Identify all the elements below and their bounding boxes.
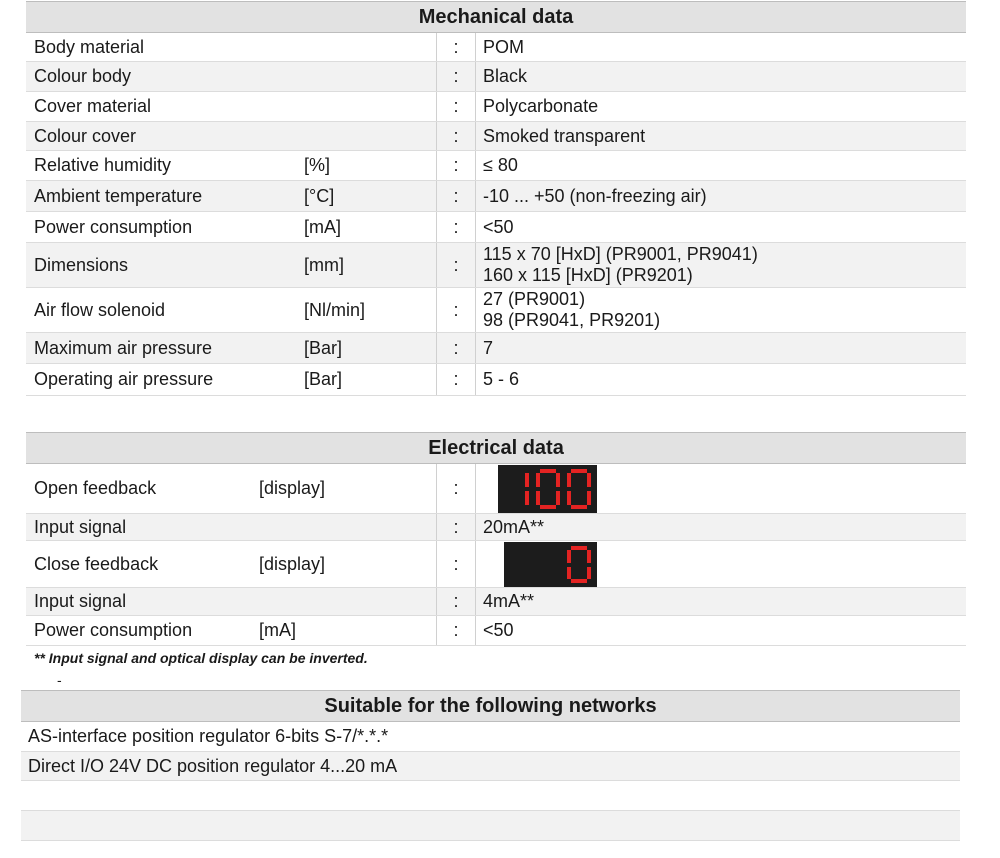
row-unit: [mm] (304, 254, 344, 275)
dash-mark: - (57, 672, 62, 688)
mechanical-row (26, 333, 966, 364)
row-value-lines (483, 289, 660, 331)
display-segment (567, 473, 571, 487)
display-segment (571, 546, 587, 550)
row-separator: : (453, 591, 459, 611)
row-value (483, 62, 527, 91)
display-segment (556, 491, 560, 505)
row-label: Input signal (34, 516, 127, 537)
display-segment (540, 505, 556, 509)
mechanical-row (26, 212, 966, 243)
row-separator: : (453, 155, 459, 175)
display-segment (587, 491, 591, 505)
network-row (21, 811, 960, 841)
mechanical-row (26, 181, 966, 212)
row-separator: : (453, 185, 459, 206)
row-label: Power consumption (34, 216, 193, 237)
electrical-section (26, 432, 966, 647)
value-line: 5 - 6 (483, 369, 520, 389)
networks-header: Suitable for the following networks (21, 690, 960, 722)
mechanical-row (26, 288, 966, 333)
row-value (483, 212, 514, 242)
row-unit: [Bar] (304, 369, 343, 389)
row-label: Ambient temperature (34, 185, 203, 206)
electrical-row (26, 541, 966, 588)
row-value (483, 151, 518, 180)
row-label: Power consumption (34, 620, 193, 640)
electrical-row (26, 514, 966, 541)
mechanical-row (26, 243, 966, 288)
row-label: Dimensions (34, 254, 129, 275)
row-separator: : (453, 620, 459, 640)
row-label: Open feedback (34, 478, 157, 498)
row-value (483, 364, 519, 395)
mechanical-row (26, 151, 966, 181)
value-line: 160 x 115 [HxD] (PR9201) (483, 265, 693, 285)
display-segment (567, 550, 571, 563)
row-value (483, 33, 524, 61)
value-line: -10 ... +50 (non-freezing air) (483, 185, 707, 206)
electrical-header: Electrical data (26, 432, 966, 464)
mechanical-row (26, 122, 966, 151)
value-line: 98 (PR9041, PR9201) (483, 310, 661, 330)
row-unit: [Bar] (304, 337, 343, 358)
row-value (483, 92, 598, 121)
value-line: 115 x 70 [HxD] (PR9001, PR9041) (483, 244, 758, 264)
value-line: Black (483, 66, 528, 86)
network-label: AS-interface position regulator 6-bits S-7/*.*.* (28, 726, 389, 746)
row-unit: [Nl/min] (304, 299, 366, 320)
display-segment (587, 550, 591, 563)
row-value: <50 (483, 620, 514, 640)
row-separator: : (453, 96, 459, 116)
seven-segment-display (504, 542, 597, 587)
row-unit: [%] (304, 155, 331, 175)
row-label: Colour body (34, 66, 132, 86)
row-value (483, 288, 660, 332)
network-row (21, 722, 960, 752)
row-label: Body material (34, 36, 145, 57)
row-separator: : (453, 66, 459, 86)
row-separator: : (453, 216, 459, 237)
row-label: Operating air pressure (34, 369, 214, 389)
network-row (21, 752, 960, 781)
row-value-lines (483, 338, 493, 359)
mechanical-row (26, 92, 966, 122)
display-segment (536, 491, 540, 505)
display-segment (567, 567, 571, 580)
row-label: Colour cover (34, 125, 137, 146)
row-value-lines (483, 126, 645, 147)
display-segment (536, 473, 540, 487)
value-line: Smoked transparent (483, 125, 646, 146)
row-separator: : (453, 299, 459, 320)
display-segment (540, 469, 556, 473)
value-line: 27 (PR9001) (483, 289, 586, 309)
row-value-lines (483, 369, 519, 390)
network-label: Direct I/O 24V DC position regulator 4...20 mA (28, 755, 398, 776)
display-segment (525, 491, 529, 505)
row-value-lines (483, 186, 707, 207)
row-value: 4mA** (483, 591, 535, 611)
row-label: Relative humidity (34, 155, 172, 175)
display-segment (571, 579, 587, 583)
display-segment (525, 473, 529, 487)
mechanical-row (26, 33, 966, 62)
row-label: Input signal (34, 591, 127, 611)
mechanical-row (26, 364, 966, 396)
value-line: <50 (483, 216, 514, 237)
display-segment (567, 491, 571, 505)
row-value-lines (483, 217, 514, 238)
row-separator: : (453, 478, 459, 498)
row-label: Cover material (34, 96, 152, 116)
row-value (483, 122, 645, 150)
row-value (483, 333, 493, 363)
row-value (483, 243, 758, 287)
value-line: 7 (483, 337, 494, 358)
seven-segment-display (498, 465, 597, 513)
row-label: Maximum air pressure (34, 337, 213, 358)
row-value-lines (483, 244, 758, 286)
display-segment (587, 473, 591, 487)
row-separator: : (453, 516, 459, 537)
electrical-row (26, 588, 966, 616)
row-value-lines (483, 155, 518, 176)
electrical-row (26, 464, 966, 514)
row-separator: : (453, 553, 459, 574)
row-unit: [display] (259, 478, 326, 498)
networks-section (21, 690, 960, 842)
row-unit: [°C] (304, 185, 335, 206)
row-value-lines (483, 37, 524, 58)
row-separator: : (453, 254, 459, 275)
footnote: ** Input signal and optical display can be inverted. (34, 650, 368, 666)
row-value-lines (483, 96, 598, 117)
value-line: ≤ 80 (483, 155, 518, 175)
row-value: 20mA** (483, 516, 545, 537)
row-separator: : (453, 36, 459, 57)
row-unit: [display] (259, 553, 326, 574)
display-segment (571, 469, 587, 473)
value-line: Polycarbonate (483, 96, 599, 116)
network-row (21, 781, 960, 811)
display-segment (556, 473, 560, 487)
display-segment (571, 505, 587, 509)
row-label: Air flow solenoid (34, 299, 166, 320)
row-separator: : (453, 337, 459, 358)
row-separator: : (453, 369, 459, 389)
row-unit: [mA] (304, 216, 342, 237)
row-separator: : (453, 125, 459, 146)
mechanical-row (26, 62, 966, 92)
mechanical-header: Mechanical data (26, 1, 966, 33)
electrical-row (26, 616, 966, 646)
display-segment (587, 567, 591, 580)
row-value (483, 181, 707, 211)
row-unit: [mA] (259, 620, 297, 640)
value-line: POM (483, 36, 525, 57)
row-value-lines (483, 66, 527, 87)
row-label: Close feedback (34, 553, 159, 574)
mechanical-section (26, 0, 966, 397)
